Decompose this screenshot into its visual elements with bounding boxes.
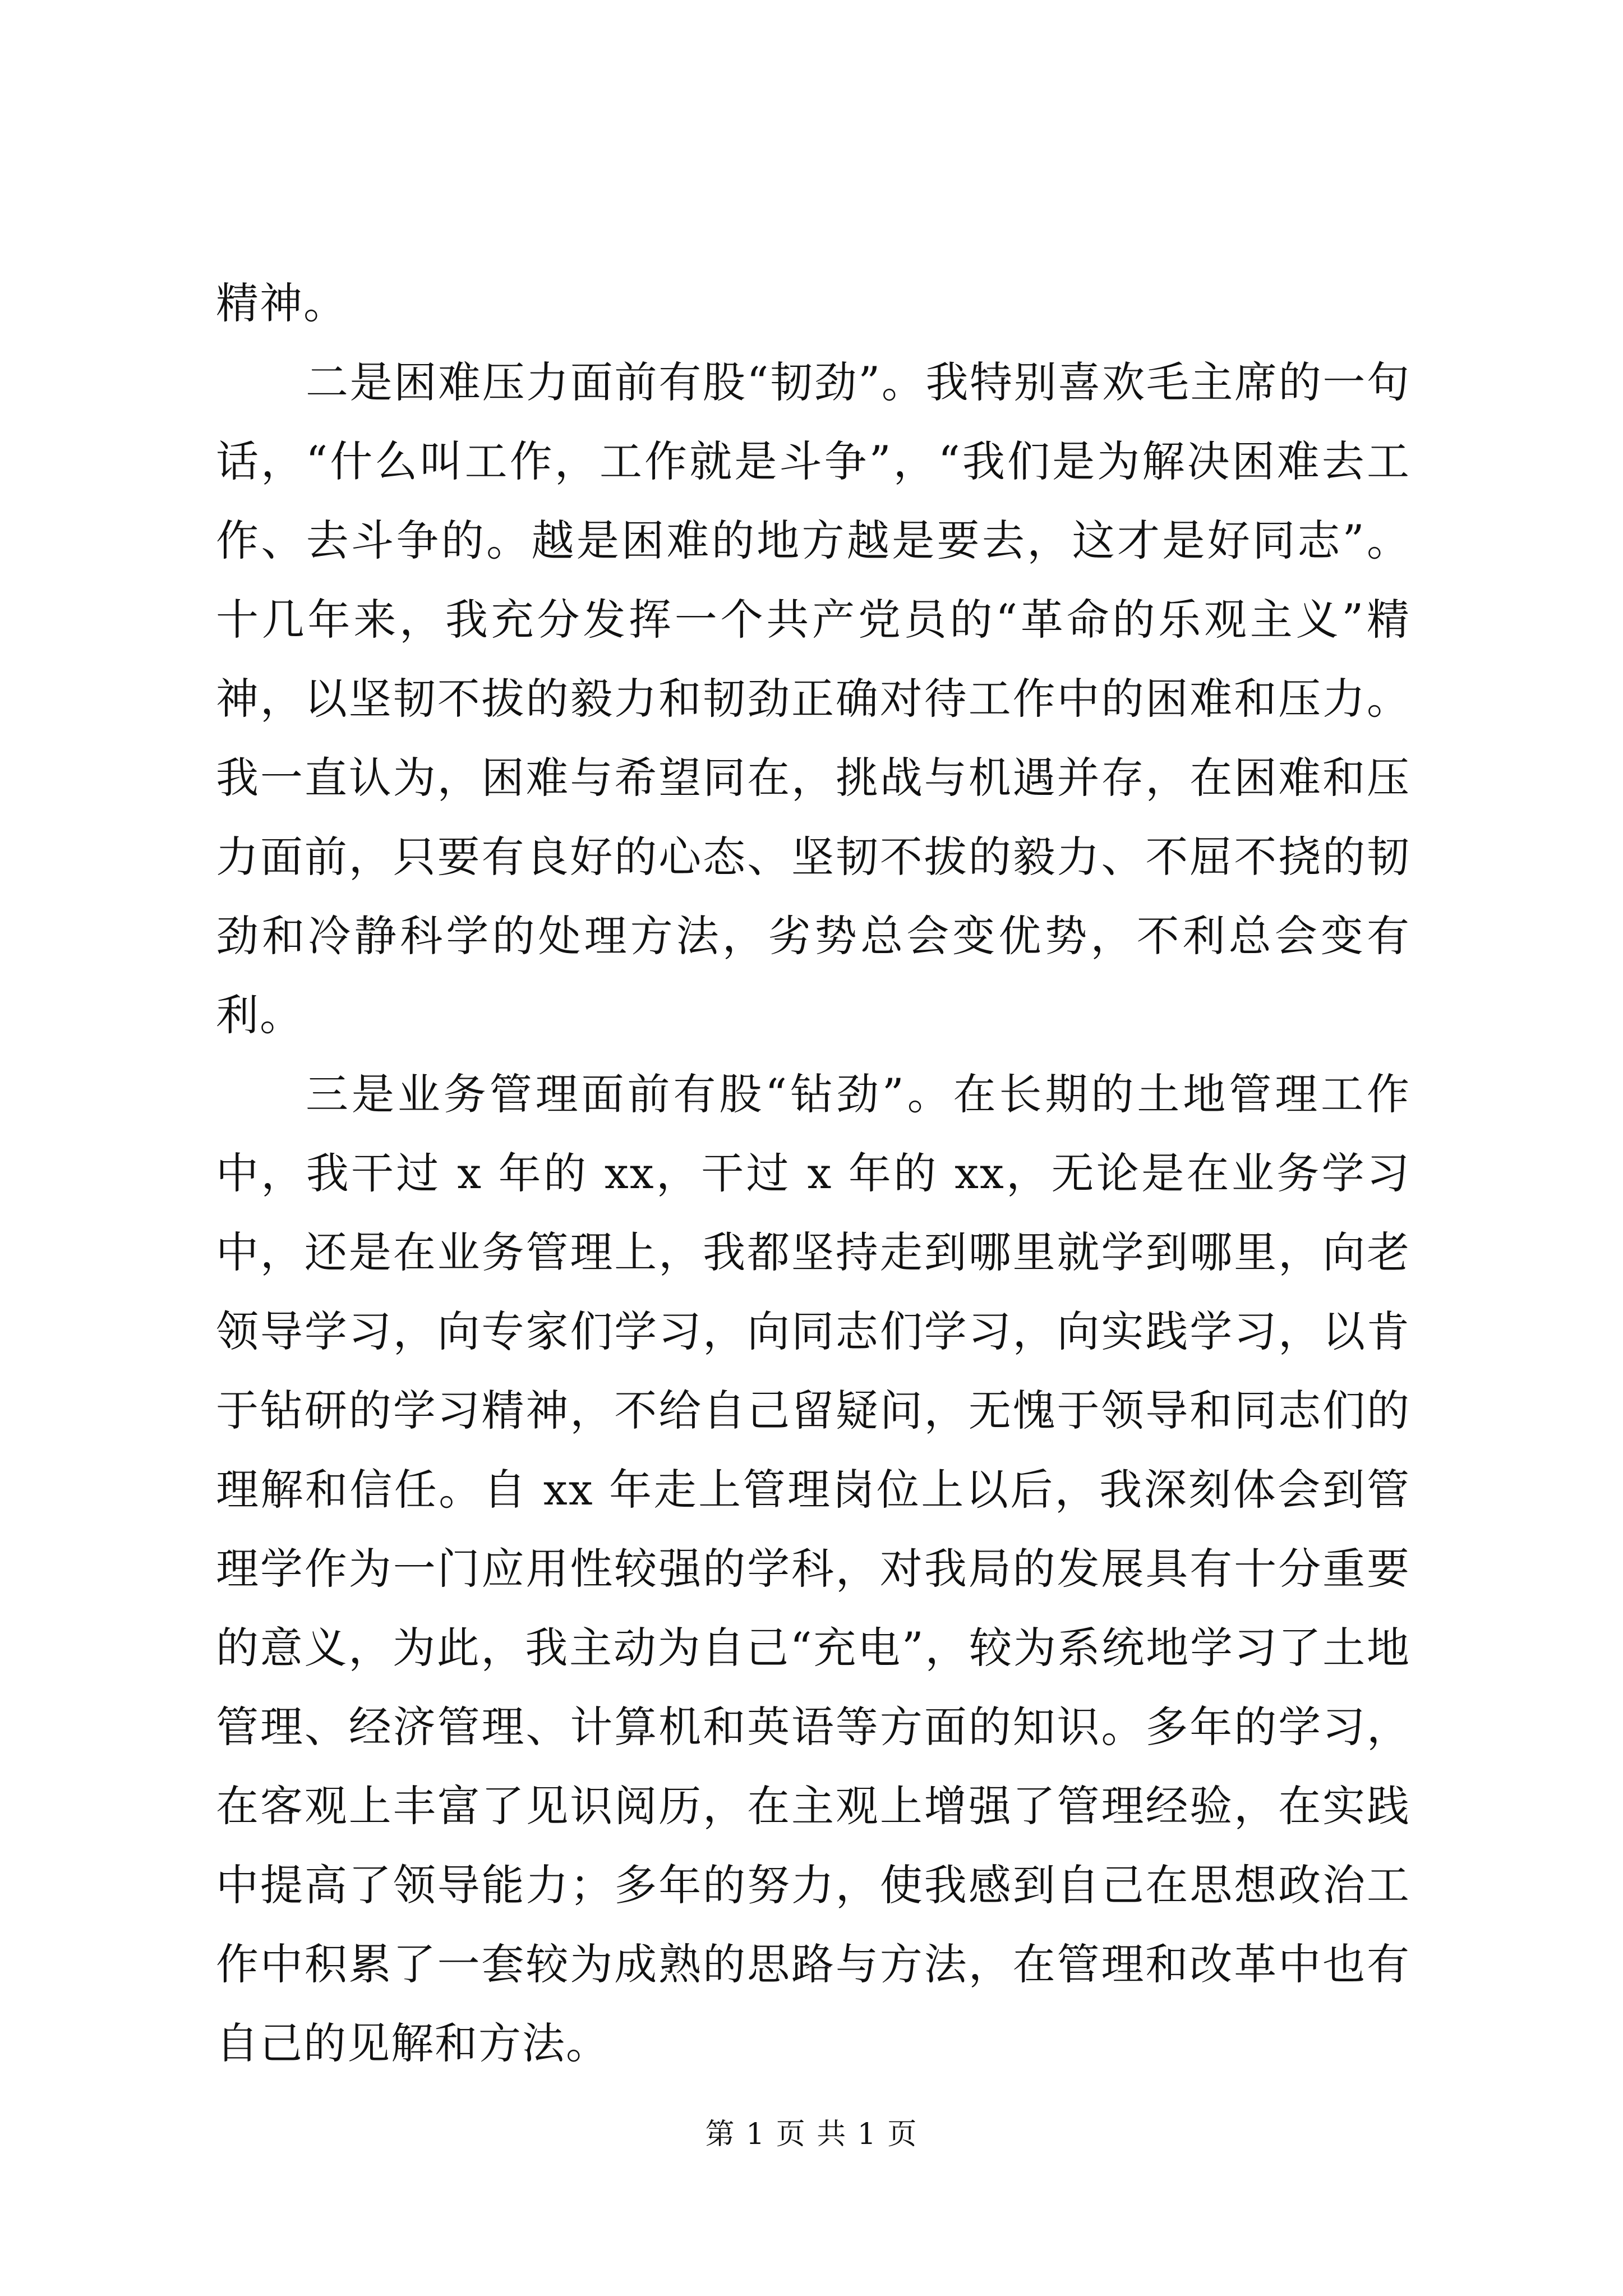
paragraph-perseverance: 二是困难压力面前有股“韧劲”。我特别喜欢毛主席的一句话，“什么叫工作，工作就是斗争”，“我们是为解决困难去工作、去斗争的。越是困难的地方越是要去，这才是好同志”。十几年来，我充分发挥一个共产党员的“革命的乐观主义”精神，以坚韧不拔的毅力和韧劲正确对待工作中的困难和压力。我一直认为，困难与希望同在，挑战与机遇并存，在困难和压力面前，只要有良好的心态、坚韧不拔的毅力、不屈不挠的韧劲和冷静科学的处理方法，劣势总会变优势，不利总会变有利。 [216, 357, 1410, 1040]
page-footer: 第 1 页 共 1 页 [705, 2118, 918, 2151]
paragraph-diligence: 三是业务管理面前有股“钻劲”。在长期的土地管理工作中，我干过 x 年的 xx，干过 x 年的 xx，无论是在业务学习中，还是在业务管理上，我都坚持走到哪里就学到哪里，向老领导学习，向专家们学习，向同志们学习，向实践学习，以肯于钻研的学习精神，不给自己留疑问，无愧于领导和同志们的理解和信任。自 xx 年走上管理岗位上以后，我深刻体会到管理学作为一门应用性较强的学科，对我局的发展具有十分重要的意义，为此，我主动为自己“充电”，较为系统地学习了土地管理、经济管理、计算机和英语等方面的知识。多年的学习，在客观上丰富了见识阅历，在主观上增强了管理经验，在实践中提高了领导能力；多年的努力，使我感到自己在思想政治工作中积累了一套较为成熟的思路与方法，在管理和改革中也有自己的见解和方法。 [216, 1069, 1410, 2068]
document-body [216, 264, 1410, 2083]
paragraph-continuation: 精神。 [216, 278, 347, 328]
